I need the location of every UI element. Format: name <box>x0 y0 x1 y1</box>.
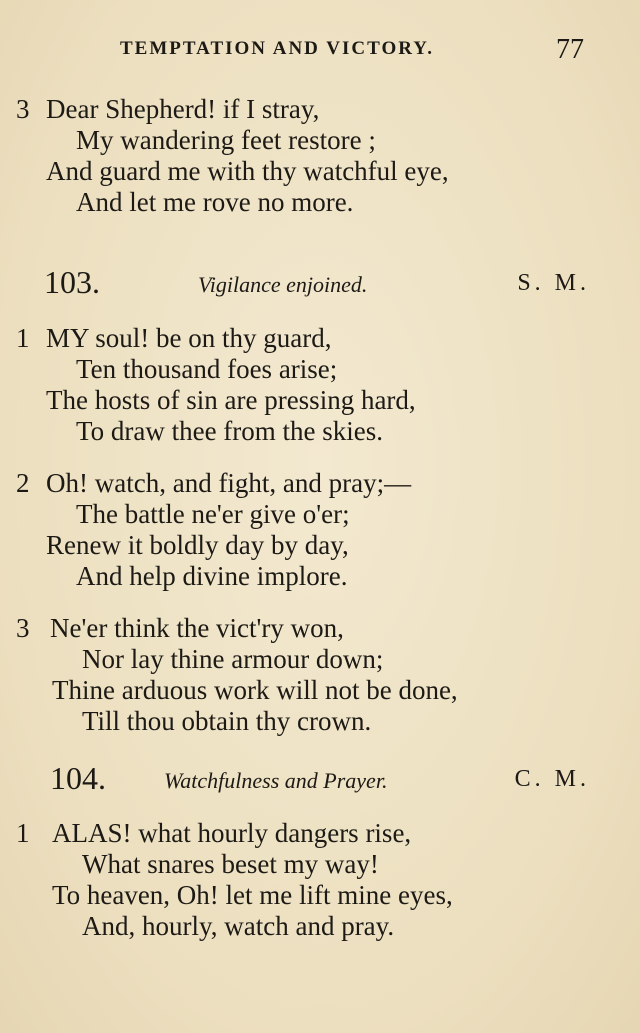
stanza-number: 2 <box>16 468 30 498</box>
page-number: 77 <box>556 34 584 65</box>
hymn-meter: C. M. <box>514 766 590 792</box>
hymn-heading <box>0 760 640 800</box>
verse-line: And let me rove no more. <box>76 187 354 217</box>
hymn-meter: S. M. <box>517 270 590 296</box>
verse-line: And, hourly, watch and pray. <box>82 911 395 941</box>
verse-line: Thine arduous work will not be done, <box>52 675 458 705</box>
stanza-number: 3 <box>16 613 30 643</box>
verse-line: Renew it boldly day by day, <box>46 530 349 560</box>
stanza-number: 3 <box>16 94 30 124</box>
verse-line: Dear Shepherd! if I stray, <box>46 94 320 124</box>
verse-line: And help divine implore. <box>76 561 348 591</box>
hymn-number: 104. <box>50 760 106 796</box>
verse-line: And guard me with thy watchful eye, <box>46 156 449 186</box>
hymn-title: Vigilance enjoined. <box>198 272 368 297</box>
running-head <box>120 34 590 66</box>
hymn-heading <box>0 264 640 304</box>
verse-line: The hosts of sin are pressing hard, <box>46 385 416 415</box>
running-title: TEMPTATION AND VICTORY. <box>120 38 435 59</box>
verse-line: Ne'er think the vict'ry won, <box>50 613 344 643</box>
verse-line: Oh! watch, and fight, and pray;— <box>46 468 412 498</box>
verse-line: My wandering feet restore ; <box>76 125 376 155</box>
verse-line: The battle ne'er give o'er; <box>76 499 350 529</box>
verse-line: To draw thee from the skies. <box>76 416 384 446</box>
hymn-title: Watchfulness and Prayer. <box>164 768 388 793</box>
verse-line: MY soul! be on thy guard, <box>46 323 332 353</box>
verse-line: What snares beset my way! <box>82 849 379 879</box>
stanza-number: 1 <box>16 818 30 848</box>
verse-line: Till thou obtain thy crown. <box>82 706 372 736</box>
verse-line: To heaven, Oh! let me lift mine eyes, <box>52 880 453 910</box>
verse-line: Ten thousand foes arise; <box>76 354 338 384</box>
verse-line: Nor lay thine armour down; <box>82 644 384 674</box>
stanza-number: 1 <box>16 323 30 353</box>
verse-line: ALAS! what hourly dangers rise, <box>52 818 412 848</box>
hymn-number: 103. <box>44 264 100 300</box>
